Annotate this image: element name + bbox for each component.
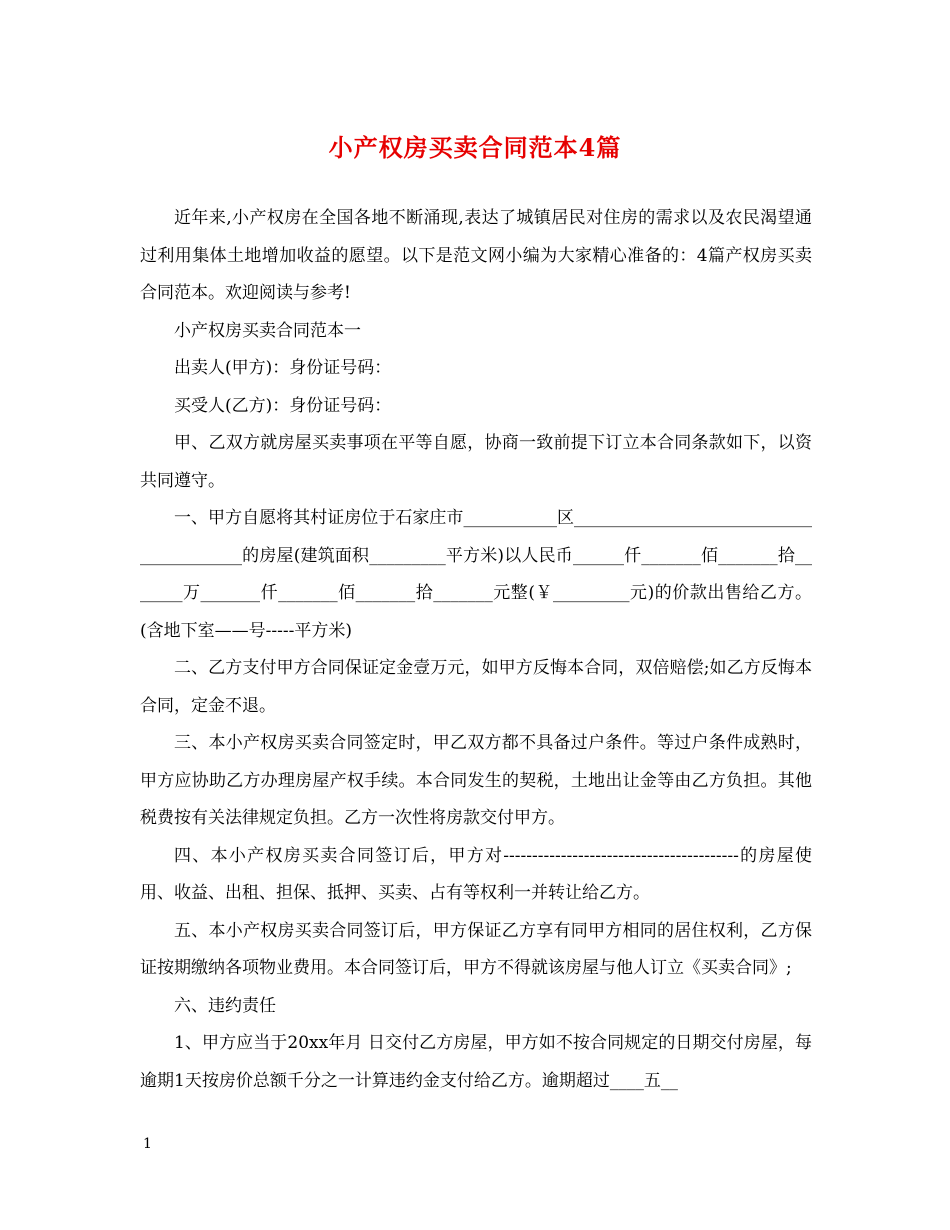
document-body: [140, 200, 812, 1100]
paragraph-clause-3: 三、本小产权房买卖合同签定时，甲乙双方都不具备过户条件。等过户条件成熟时，甲方应协助乙方办理房屋产权手续。本合同发生的契税，土地出让金等由乙方负担。其他税费按有关法律规定负担。乙方一次性将房款交付甲方。: [140, 733, 812, 828]
paragraph-clause-2: 二、乙方支付甲方合同保证定金壹万元，如甲方反悔本合同，双倍赔偿;如乙方反悔本合同，定金不退。: [140, 658, 812, 716]
paragraph-clause-4: 四、本小产权房买卖合同签订后，甲方对-----------------------------------------的房屋使用、收益、出租、担保、抵押、买卖、占有等权利一并转让给乙方。: [140, 845, 812, 903]
paragraph-buyer: 买受人(乙方)：身份证号码：: [174, 395, 392, 416]
paragraph-seller: 出卖人(甲方)：身份证号码：: [174, 358, 392, 378]
paragraph-preamble: 甲、乙双方就房屋买卖事项在平等自愿，协商一致前提下订立本合同条款如下，以资共同遵守。: [140, 433, 812, 491]
paragraph-intro: 近年来,小产权房在全国各地不断涌现,表达了城镇居民对住房的需求以及农民渴望通过利用集体土地增加收益的愿望。以下是范文网小编为大家精心准备的：4篇产权房买卖合同范本。欢迎阅读与参考!: [140, 208, 812, 303]
paragraph-clause-6: 六、违约责任: [174, 995, 276, 1016]
paragraph-clause-6-1: 1、甲方应当于20xx年月 日交付乙方房屋，甲方如不按合同规定的日期交付房屋，每逾期1天按房价总额千分之一计算违约金支付给乙方。逾期超过____五__: [140, 1033, 812, 1091]
paragraph-clause-1: 一、甲方自愿将其村证房位于石家庄市___________区________________________________________的房屋(建筑面积_________平方米)以人民币______仟_______佰_______拾_______万_______仟_______佰_______拾_______元整(￥_________元)的价款出售给乙方。(含地下室——号-----平方米): [140, 508, 812, 641]
paragraph-clause-5: 五、本小产权房买卖合同签订后，甲方保证乙方享有同甲方相同的居住权利，乙方保证按期缴纳各项物业费用。本合同签订后，甲方不得就该房屋与他人订立《买卖合同》;: [140, 920, 812, 978]
page-number: 1: [143, 1136, 152, 1152]
document-title: 小产权房买卖合同范本4篇: [328, 133, 622, 162]
paragraph-heading-contract-one: 小产权房买卖合同范本一: [174, 320, 361, 341]
